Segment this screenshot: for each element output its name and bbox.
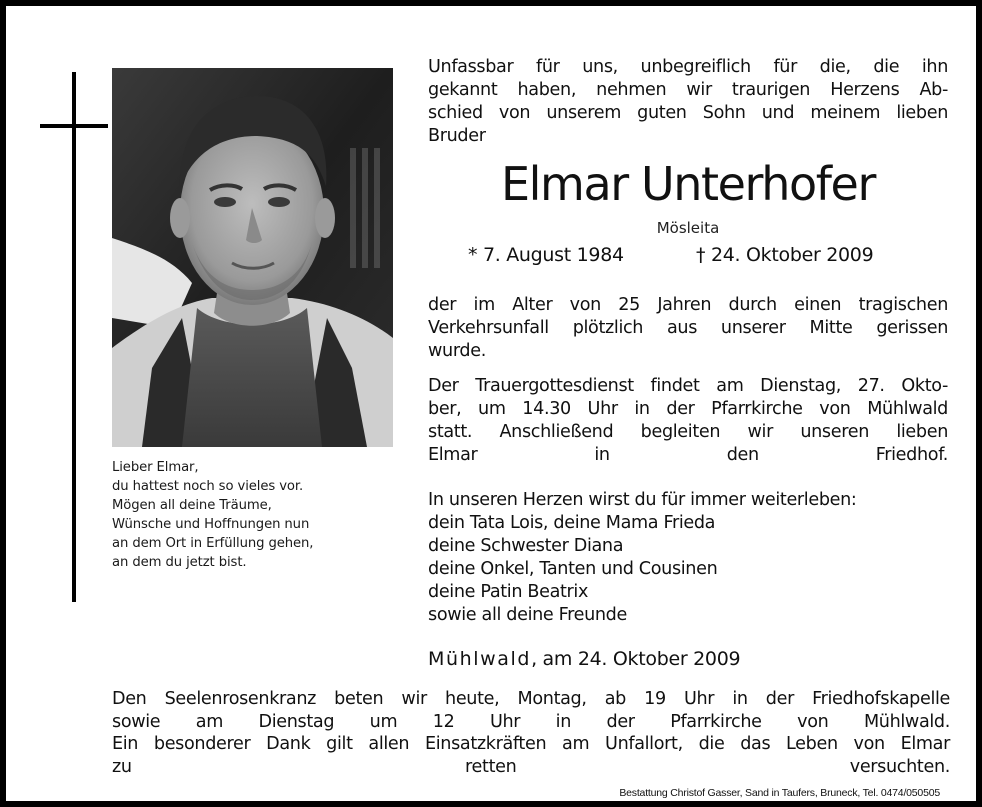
place-date	[428, 646, 740, 672]
rosary-line: zu retten versuchten.	[112, 756, 950, 777]
place-date-date: , am 24. Oktober 2009	[531, 648, 741, 670]
rosary-line: Den Seelenrosenkranz beten wir heute, Montag, ab 19 Uhr in der Friedhofskapelle	[112, 689, 950, 709]
rosary-line: Ein besonderer Dank gilt allen Einsatzkräften am Unfallort, die das Leben von Elmar	[112, 734, 950, 754]
deceased-name: Elmar Unterhofer	[501, 157, 875, 211]
caption-line: du hattest noch so vieles vor.	[112, 479, 304, 494]
accident-line: der im Alter von 25 Jahren durch einen tragischen	[428, 295, 948, 315]
family-line: deine Schwester Diana	[428, 536, 624, 556]
birth-date: * 7. August 1984	[468, 244, 624, 266]
accident-line: wurde.	[428, 341, 486, 361]
funeral-line: Elmar in den Friedhof.	[428, 445, 948, 465]
cross-icon-bar	[40, 124, 108, 128]
funeral-line: statt. Anschließend begleiten wir unseren lieben	[428, 422, 948, 442]
caption-line: an dem du jetzt bist.	[112, 555, 247, 570]
family-line: dein Tata Lois, deine Mama Frieda	[428, 513, 716, 533]
intro-line: schied von unserem guten Sohn und meinem lieben	[428, 103, 948, 123]
deceased-place: Mösleita	[656, 219, 720, 237]
funeral-line: Der Trauergottesdienst findet am Dienstag, 27. Okto-	[428, 376, 948, 396]
funeral-home-footer: Bestattung Christof Gasser, Sand in Taufers, Bruneck, Tel. 0474/050505	[619, 787, 940, 799]
family-line: deine Onkel, Tanten und Cousinen	[428, 559, 718, 579]
caption	[112, 458, 402, 572]
family-line: In unseren Herzen wirst du für immer weiterleben:	[428, 490, 857, 510]
intro-line: gekannt haben, nehmen wir traurigen Herzens Ab-	[428, 80, 948, 100]
funeral-paragraph	[428, 375, 948, 467]
rosary-line: sowie am Dienstag um 12 Uhr in der Pfarrkirche von Mühlwald.	[112, 711, 950, 732]
funeral-line: ber, um 14.30 Uhr in der Pfarrkirche von Mühlwald	[428, 399, 948, 419]
family-paragraph	[428, 489, 948, 627]
caption-line: Mögen all deine Träume,	[112, 498, 272, 513]
intro-paragraph	[428, 56, 948, 148]
rosary-paragraph	[112, 688, 950, 778]
cross-icon	[72, 72, 76, 602]
intro-line: Bruder	[428, 126, 486, 146]
portrait-photo	[112, 68, 393, 447]
caption-line: Lieber Elmar,	[112, 460, 199, 475]
caption-line: an dem Ort in Erfüllung gehen,	[112, 536, 314, 551]
family-line: deine Patin Beatrix	[428, 582, 589, 602]
accident-paragraph	[428, 294, 948, 363]
family-line: sowie all deine Freunde	[428, 605, 627, 625]
intro-line: Unfassbar für uns, unbegreiflich für die, die ihn	[428, 57, 948, 77]
accident-line: Verkehrsunfall plötzlich aus unserer Mitte gerissen	[428, 318, 948, 338]
death-date: † 24. Oktober 2009	[696, 244, 874, 266]
place-date-town: Mühlwald	[428, 648, 532, 670]
caption-line: Wünsche und Hoffnungen nun	[112, 517, 310, 532]
